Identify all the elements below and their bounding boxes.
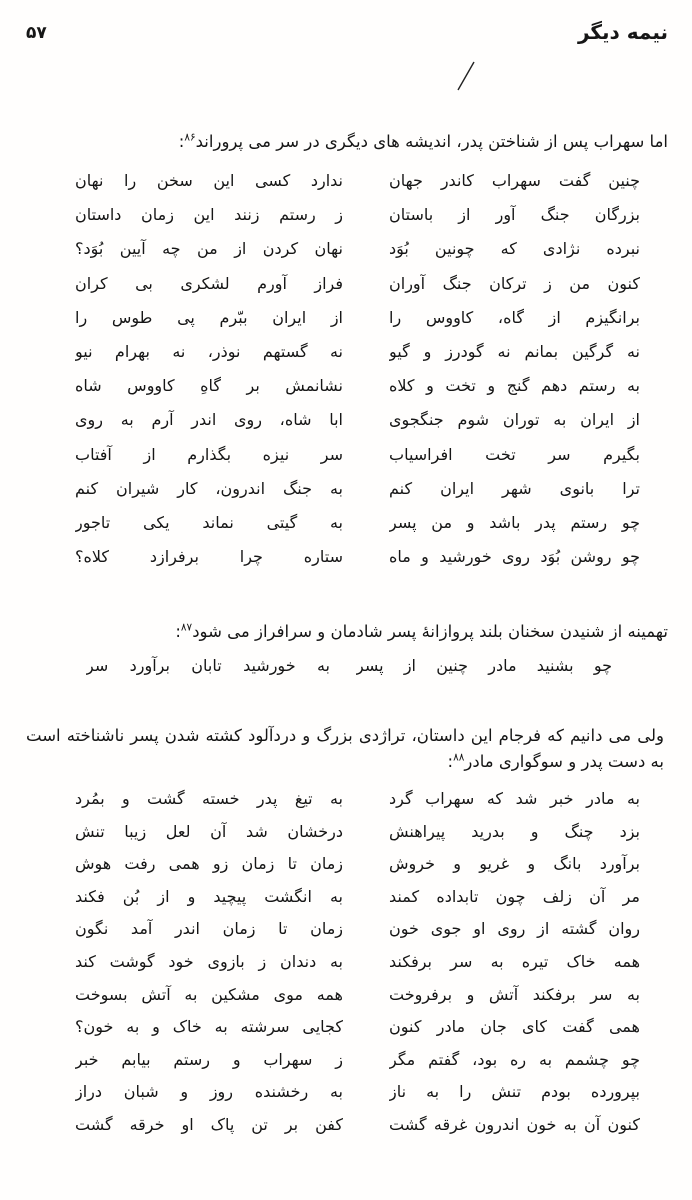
tahmineh-text: تهمینه از شنیدن سخنان بلند پروازانهٔ پسر شادمان و سرافراز می شود bbox=[192, 621, 668, 641]
hemistich-right: مر آن زلف چون تابداده کمند bbox=[389, 886, 640, 906]
hemistich-left: ابا شاه، روی اندر آرم به روی bbox=[75, 410, 343, 430]
couplet-row bbox=[75, 513, 640, 547]
couplet-row bbox=[75, 479, 640, 513]
couplet-row bbox=[75, 1115, 640, 1148]
hemistich-left: به انگشت پیچید و از بُن فکند bbox=[75, 886, 343, 906]
hemistich-right: چو روشن بُوَد روی خورشید و ماه bbox=[389, 547, 640, 567]
couplet-row bbox=[75, 1082, 640, 1115]
hemistich-left: همه موی مشکین به آتش بسوخت bbox=[75, 984, 343, 1004]
couplet-row bbox=[75, 308, 640, 342]
footnote-marker-88: ۸۸ bbox=[453, 751, 465, 764]
hemistich-right: چو چشمم به ره بود، گفتم مگر bbox=[389, 1049, 640, 1069]
hemistich-right: کنون آن به خون اندرون غرقه گشت bbox=[389, 1114, 640, 1134]
couplet-row bbox=[75, 822, 640, 855]
hemistich-left: ز سهراب و رستم بیابم خبر bbox=[75, 1049, 343, 1069]
poem-block-tahmineh bbox=[86, 656, 612, 690]
hemistich-right: چو رستم پدر باشد و من پسر bbox=[389, 512, 640, 532]
couplet-row bbox=[75, 919, 640, 952]
poem-block-mourning bbox=[75, 789, 640, 1148]
hemistich-left: نهان کردن از من چه آیین بُوَد؟ bbox=[75, 239, 343, 259]
hemistich-right: به مادر خبر شد که سهراب گرد bbox=[389, 789, 640, 808]
hemistich-right: کنون من ز ترکان جنگ آوران bbox=[389, 273, 640, 293]
couplet-row bbox=[75, 445, 640, 479]
hemistich-right: برآورد بانگ و غریو و خروش bbox=[389, 854, 640, 874]
hemistich-left: به گیتی نماند یکی تاجور bbox=[75, 512, 343, 532]
hemistich-left: نه گستهم نوذر، نه بهرام نیو bbox=[75, 341, 343, 361]
couplet-row bbox=[75, 1017, 640, 1050]
couplet-row bbox=[86, 656, 612, 690]
tahmineh-paragraph bbox=[24, 619, 668, 645]
couplet-row bbox=[75, 887, 640, 920]
hemistich-right: نبرده نژادی که چونین بُوَد bbox=[389, 239, 640, 259]
footnote-marker-87: ۸۷ bbox=[180, 621, 193, 633]
couplet-row bbox=[75, 854, 640, 887]
hemistich-left: درخشان شد آن لعل زیبا تنش bbox=[75, 821, 343, 841]
couplet-row bbox=[75, 205, 640, 239]
hemistich-right: برانگیزم از گاه، کاووس را bbox=[389, 307, 640, 327]
tragedy-paragraph bbox=[26, 723, 664, 776]
hemistich-right: بگیرم سر تخت افراسیاب bbox=[389, 444, 640, 464]
hemistich-left: به تیغ پدر خسته گشت و بمُرد bbox=[75, 789, 343, 808]
hemistich-right: روان گشته از روی او جوی خون bbox=[389, 919, 640, 939]
hemistich-left: زمان تا زمان اندر آمد نگون bbox=[75, 919, 343, 939]
intro-text: اما سهراب پس از شناختن پدر، اندیشه های دیگری در سر می پروراند bbox=[195, 131, 668, 151]
hemistich-left: ستاره چرا برفرازد کلاه؟ bbox=[75, 547, 343, 567]
intro-colon: : bbox=[178, 131, 185, 151]
hemistich-left: به خورشید تابان برآورد سر bbox=[86, 656, 330, 675]
couplet-row bbox=[75, 1050, 640, 1083]
hemistich-left: به دندان ز بازوی خود گوشت کند bbox=[75, 951, 343, 971]
hemistich-right: ترا بانوی شهر ایران کنم bbox=[389, 478, 640, 498]
hemistich-right: بزرگان جنگ آور از باستان bbox=[389, 205, 640, 225]
couplet-row bbox=[75, 274, 640, 308]
hemistich-left: کفن بر تن پاک او خرقه گشت bbox=[75, 1114, 343, 1134]
intro-paragraph bbox=[24, 129, 668, 155]
hemistich-right: نه گرگین بمانم نه گودرز و گیو bbox=[389, 341, 640, 361]
couplet-row bbox=[75, 410, 640, 444]
couplet-row bbox=[75, 952, 640, 985]
couplet-row bbox=[75, 171, 640, 205]
page-number: ۵۷ bbox=[26, 23, 47, 43]
hemistich-left: نشانمش بر گاهِ کاووس شاه bbox=[75, 376, 343, 396]
hemistich-left: زمان تا زمان زو همی رفت هوش bbox=[75, 854, 343, 874]
tragedy-colon: : bbox=[447, 751, 454, 771]
hemistich-right: بپرورده بودم تنش را به ناز bbox=[389, 1082, 640, 1102]
hemistich-left: به رخشنده روز و شبان دراز bbox=[75, 1082, 343, 1102]
hemistich-right: از ایران به توران شوم جنگجوی bbox=[389, 410, 640, 430]
hemistich-left: ندارد کسی این سخن را نهان bbox=[75, 171, 343, 190]
hemistich-right: به سر برفکند آتش و برفروخت bbox=[389, 984, 640, 1004]
tahmineh-colon: : bbox=[175, 621, 181, 641]
couplet-row bbox=[75, 547, 640, 581]
journal-title: نیمه دیگر bbox=[577, 20, 668, 44]
hemistich-right: به رستم دهم گنج و تخت و کلاه bbox=[389, 376, 640, 396]
tragedy-text: ولی می دانیم که فرجام این داستان، تراژدی بزرگ و دردآلود کشته شدن پسر ناشناخته است به دست پدر و سوگواری مادر bbox=[26, 725, 664, 771]
hemistich-left: سر نیزه بگذارم از آفتاب bbox=[75, 444, 343, 464]
couplet-row bbox=[75, 789, 640, 822]
hemistich-left: به جنگ اندرون، کار شیران کنم bbox=[75, 478, 343, 498]
hemistich-left: ز رستم زنند این زمان داستان bbox=[75, 205, 343, 225]
couplet-row bbox=[75, 342, 640, 376]
poem-block-sohrab-boast bbox=[75, 171, 640, 581]
hemistich-right: چنین گفت سهراب کاندر جهان bbox=[389, 171, 640, 190]
hemistich-left: فراز آورم لشکری بی کران bbox=[75, 273, 343, 293]
hemistich-right: چو بشنید مادر چنین از پسر bbox=[356, 656, 612, 675]
hemistich-left: کجایی سرشته به خاک و به خون؟ bbox=[75, 1017, 343, 1037]
hemistich-right: همی گفت کای جان مادر کنون bbox=[389, 1017, 640, 1037]
couplet-row bbox=[75, 985, 640, 1018]
hemistich-right: همه خاک تیره به سر برفکند bbox=[389, 951, 640, 971]
couplet-row bbox=[75, 376, 640, 410]
footnote-marker-86: ۸۶ bbox=[184, 131, 196, 143]
slash-mark bbox=[455, 60, 477, 92]
hemistich-right: بزد چنگ و بدرید پیراهنش bbox=[389, 821, 640, 841]
couplet-row bbox=[75, 239, 640, 273]
hemistich-left: از ایران ببّرم پی طوس را bbox=[75, 307, 343, 327]
